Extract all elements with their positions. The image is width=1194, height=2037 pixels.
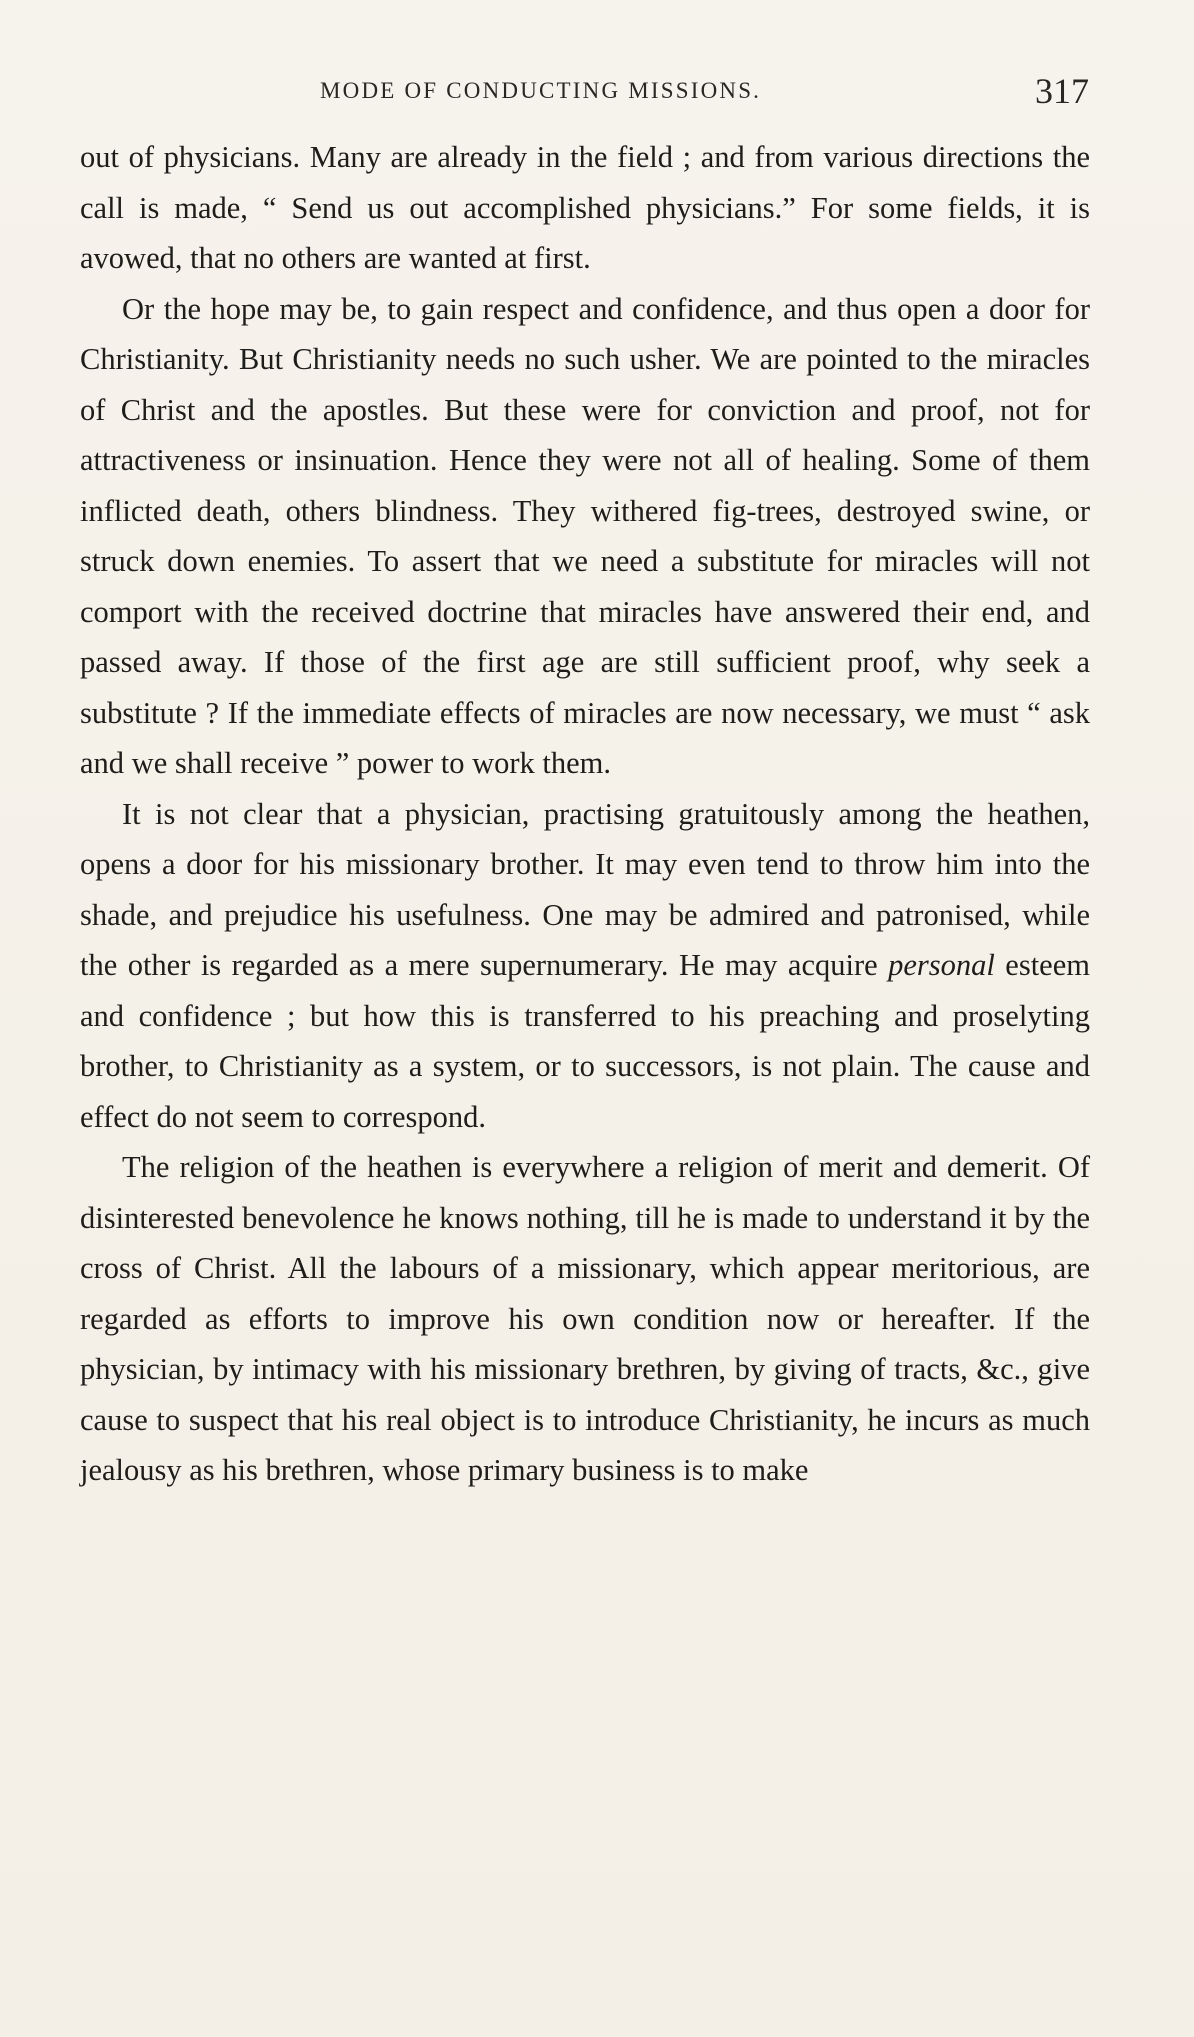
page-number: 317 (1035, 71, 1089, 111)
running-title: MODE OF CONDUCTING MISSIONS. (320, 78, 762, 103)
running-head (0, 70, 1194, 120)
body-text (80, 132, 1090, 1496)
italic-word: personal (888, 948, 995, 982)
paragraph-4: The religion of the heathen is everywhere a religion of merit and demerit. Of disinterested benevolence he knows nothing, till he is made to understand it by the cross of Christ. All the labours of a missionary, which appear meritorious, are regarded as efforts to improve his own condition now or hereafter. If the physician, by intimacy with his missionary brethren, by giving of tracts, &c., give cause to suspect that his real object is to introduce Christianity, he incurs as much jealousy as his brethren, whose primary business is to make (80, 1150, 1090, 1487)
paragraph-3-text-end: esteem and confidence ; but how this is transferred to his preaching and proselyting brother, to Christianity as a system, or to successors, is not plain. The cause and effect do not seem to correspond. (80, 948, 1090, 1134)
paragraph-3 (80, 789, 1090, 1143)
paragraph-1: out of physicians. Many are already in the field ; and from various directions the call is made, “ Send us out accomplished physicians.” For some fields, it is avowed, that no others are wanted at first. (80, 140, 1090, 275)
paragraph-2: Or the hope may be, to gain respect and confidence, and thus open a door for Christianity. But Christianity needs no such usher. We are pointed to the miracles of Christ and the apostles. But these were for conviction and proof, not for attractiveness or insinuation. Hence they were not all of healing. Some of them inflicted death, others blindness. They withered fig-trees, destroyed swine, or struck down enemies. To assert that we need a substitute for miracles will not comport with the received doctrine that miracles have answered their end, and passed away. If those of the first age are still sufficient proof, why seek a substitute ? If the immediate effects of miracles are now necessary, we must “ ask and we shall receive ” power to work them. (80, 291, 1090, 780)
paragraph-3-text-start: It is not clear that a physician, practising gratuitously among the heathen, opens a door for his missionary brother. It may even tend to throw him into the shade, and prejudice his usefulness. One may be admired and patronised, while the other is regarded as a mere supernumerary. He may acquire (80, 796, 1090, 982)
